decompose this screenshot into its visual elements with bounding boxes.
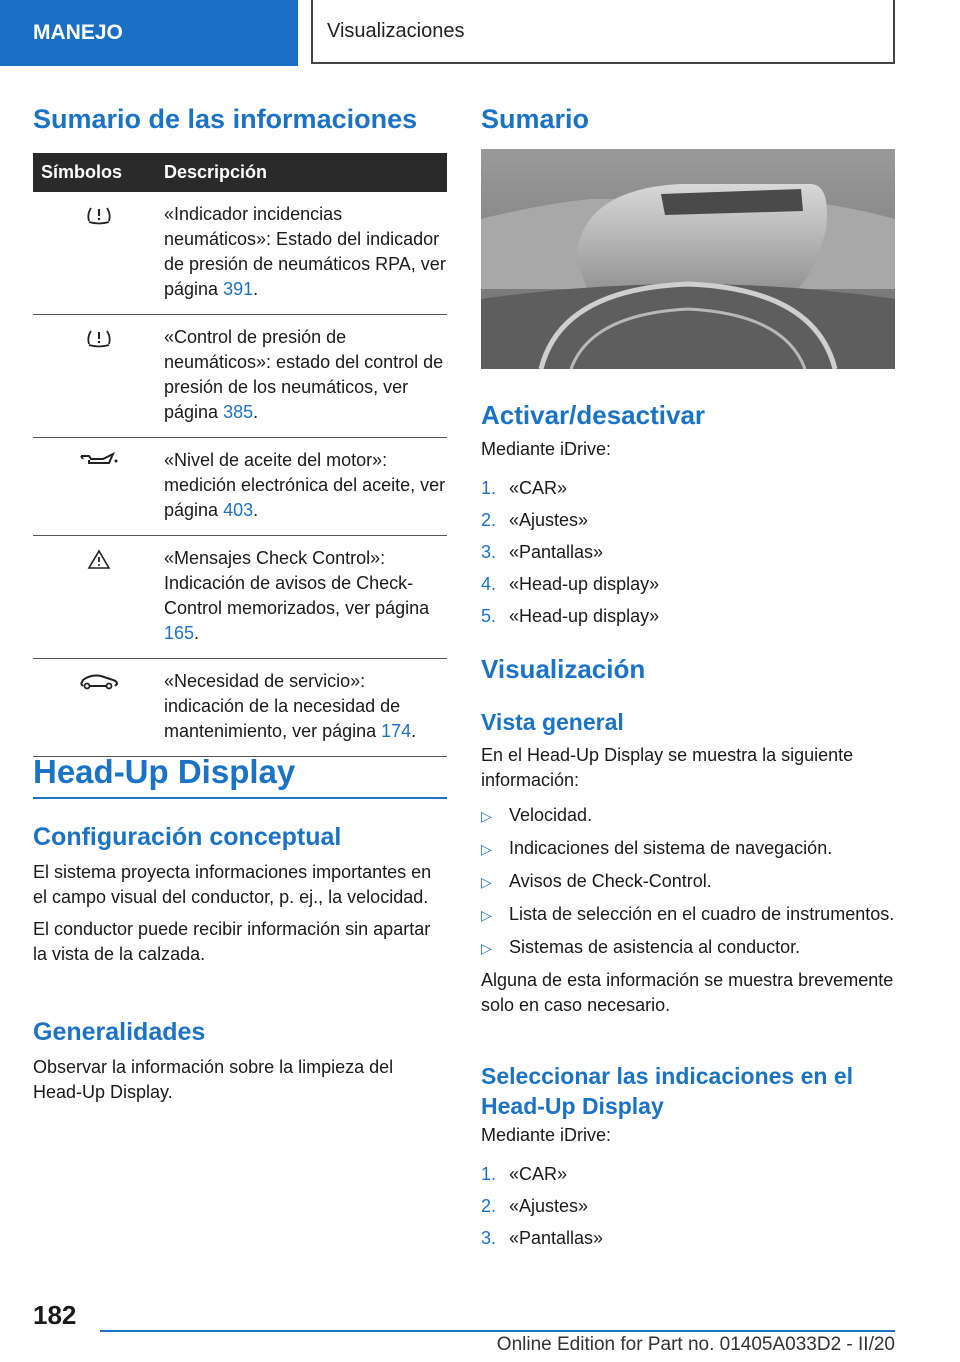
title-rule bbox=[33, 797, 447, 799]
concept-paragraph-1: El sistema proyecta informaciones importantes en el campo visual del conductor, p. ej., la velocidad. bbox=[33, 862, 432, 907]
display-title: Visualización bbox=[481, 654, 646, 684]
warning-triangle-icon bbox=[87, 549, 111, 570]
section-label: MANEJO bbox=[33, 21, 123, 44]
table-header bbox=[33, 153, 447, 192]
select-title: Seleccionar las indicaciones en el Head-Up Display bbox=[481, 1063, 854, 1119]
hud-photo bbox=[481, 149, 895, 369]
activate-title: Activar/desactivar bbox=[481, 400, 706, 430]
overview-image-title: Sumario bbox=[481, 104, 590, 134]
list-item: 2. «Ajustes» bbox=[481, 510, 589, 530]
overview-title: Vista general bbox=[481, 709, 624, 735]
general-title: Generalidades bbox=[33, 1018, 206, 1046]
general-paragraph: Observar la información sobre la limpieza del Head-Up Display. bbox=[33, 1057, 394, 1102]
hud-dashboard-image bbox=[481, 149, 895, 369]
list-item: 2. «Ajustes» bbox=[481, 1196, 589, 1216]
general-text bbox=[33, 1055, 447, 1105]
list-item: 1. «CAR» bbox=[481, 478, 568, 498]
list-item: ▷ Indicaciones del sistema de navegación. bbox=[481, 838, 833, 858]
row-text: «Mensajes Check Control»: Indicación de avisos de Check-Control memorizados, ver página bbox=[164, 548, 430, 618]
list-item: 3. «Pantallas» bbox=[481, 1228, 604, 1248]
row-text: «Necesidad de servicio»: indicación de la necesidad de mantenimiento, ver página bbox=[164, 671, 401, 741]
chapter-header bbox=[311, 0, 895, 64]
table-row: «Nivel de aceite del motor»: medición electrónica del aceite, ver página 403. bbox=[33, 438, 447, 536]
activate-section bbox=[481, 437, 895, 636]
list-item: ▷ Velocidad. bbox=[481, 805, 593, 825]
concept-paragraph-2: El conductor puede recibir información sin apartar la vista de la calzada. bbox=[33, 919, 431, 964]
table-row: «Control de presión de neumáticos»: estado del control de presión de los neumáticos, ver página 385. bbox=[33, 315, 447, 438]
list-item: ▷ Avisos de Check-Control. bbox=[481, 871, 712, 891]
page-link[interactable]: 385 bbox=[223, 402, 254, 422]
hud-title: Head-Up Display bbox=[33, 753, 296, 790]
list-item: 3. «Pantallas» bbox=[481, 542, 604, 562]
page-link[interactable]: 165 bbox=[164, 623, 195, 643]
footer-rule bbox=[100, 1330, 895, 1332]
summary-title: Sumario de las informaciones bbox=[33, 104, 418, 134]
list-item: 1. «CAR» bbox=[481, 1164, 568, 1184]
overview-note: Alguna de esta información se muestra brevemente solo en caso necesario. bbox=[481, 970, 894, 1015]
tire-pressure-indicator-icon bbox=[86, 205, 112, 225]
tire-pressure-control-icon bbox=[86, 328, 112, 348]
table-row: «Indicador incidencias neumáticos»: Estado del indicador de presión de neumáticos RPA, ver página 391. bbox=[33, 192, 447, 315]
list-item: ▷ Sistemas de asistencia al conductor. bbox=[481, 937, 801, 957]
table-row: «Necesidad de servicio»: indicación de la necesidad de mantenimiento, ver página 174. bbox=[33, 659, 447, 757]
page-link[interactable]: 403 bbox=[223, 500, 254, 520]
symbols-table bbox=[33, 153, 447, 757]
table-row: «Mensajes Check Control»: Indicación de avisos de Check-Control memorizados, ver página 165. bbox=[33, 536, 447, 659]
section-tab bbox=[0, 0, 298, 66]
list-item: ▷ Lista de selección en el cuadro de instrumentos. bbox=[481, 904, 895, 924]
row-text: «Indicador incidencias neumáticos»: Estado del indicador de presión de neumáticos RPA, ver página bbox=[164, 204, 446, 299]
page-number: 182 bbox=[33, 1300, 77, 1330]
header-description: Descripción bbox=[164, 162, 268, 182]
concept-text bbox=[33, 860, 447, 967]
service-car-icon bbox=[79, 672, 119, 690]
select-section bbox=[481, 1123, 895, 1258]
concept-title: Configuración conceptual bbox=[33, 823, 342, 851]
select-intro: Mediante iDrive: bbox=[481, 1125, 612, 1145]
list-item: 4. «Head-up display» bbox=[481, 574, 660, 594]
list-item: 5. «Head-up display» bbox=[481, 606, 660, 626]
row-text: «Control de presión de neumáticos»: estado del control de presión de los neumáticos, ver página bbox=[164, 327, 444, 422]
row-text: «Nivel de aceite del motor»: medición electrónica del aceite, ver página bbox=[164, 450, 446, 520]
page-link[interactable]: 391 bbox=[223, 279, 254, 299]
edition-text: Online Edition for Part no. 01405A033D2 - II/20 bbox=[496, 1334, 895, 1355]
oil-level-icon bbox=[79, 451, 119, 471]
page-link[interactable]: 174 bbox=[381, 721, 412, 741]
overview-intro: En el Head-Up Display se muestra la siguiente información: bbox=[481, 745, 854, 790]
header-symbols: Símbolos bbox=[41, 162, 123, 182]
overview-section bbox=[481, 743, 895, 1018]
chapter-label: Visualizaciones bbox=[327, 19, 465, 42]
activate-intro: Mediante iDrive: bbox=[481, 439, 612, 459]
